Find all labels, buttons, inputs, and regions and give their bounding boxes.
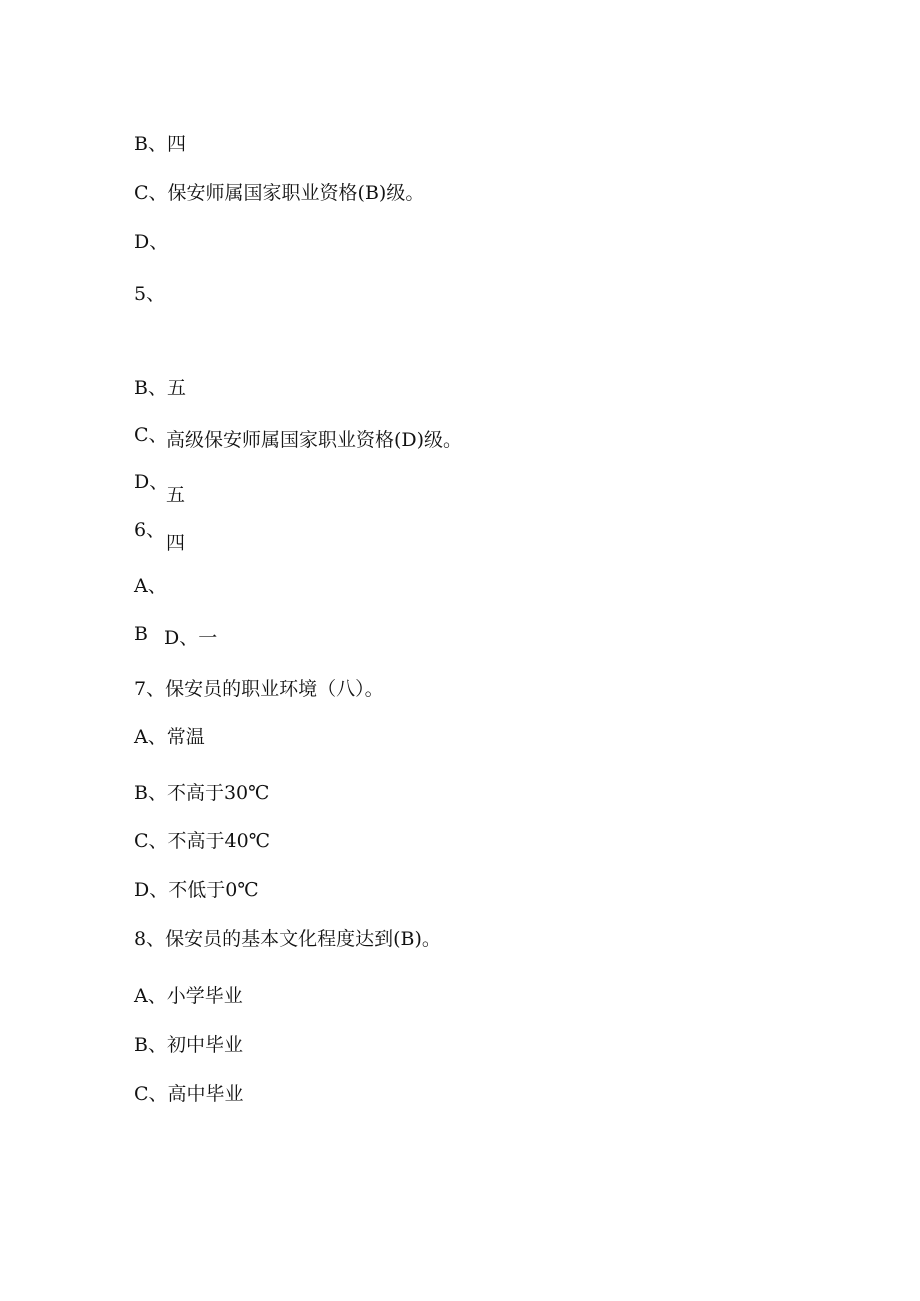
option-d-empty: D、 [134,231,169,253]
option-d-not-below-0: D、不低于0℃ [134,879,259,901]
option-a-primary-school: A、小学毕业 [134,985,243,1007]
option-c-senior-high: C、高中毕业 [134,1083,244,1105]
question-5-number-cut [134,282,166,305]
question-5-number: 5、 [134,283,166,305]
question-8: 8、保安员的基本文化程度达到(B)。 [134,928,441,950]
question-6-four-text: 四 [166,532,186,554]
option-b-five: B、五 [134,377,186,399]
question-6-number: 6、 [134,519,166,541]
option-d-one: D、一 [164,627,218,649]
option-b-not-above-30: B、不高于30℃ [134,782,270,804]
option-a-normal-temperature: A、常温 [134,726,205,748]
option-b-cut: B [134,623,148,645]
question-7: 7、保安员的职业环境（八）。 [134,678,384,700]
option-c-label: C、 [134,424,168,446]
option-c-security-master-level: C、保安师属国家职业资格(B)级。 [134,182,425,204]
option-b-four: B、四 [134,133,186,155]
option-b-cut-wrapper [134,622,148,645]
option-a-empty: A、 [134,575,167,597]
senior-security-master-text: 高级保安师属国家职业资格(D)级。 [166,429,463,451]
option-c-not-above-40: C、不高于40℃ [134,830,270,852]
option-b-junior-high: B、初中毕业 [134,1034,243,1056]
option-d-five-text: 五 [166,484,186,506]
option-d-label: D、 [134,471,169,493]
